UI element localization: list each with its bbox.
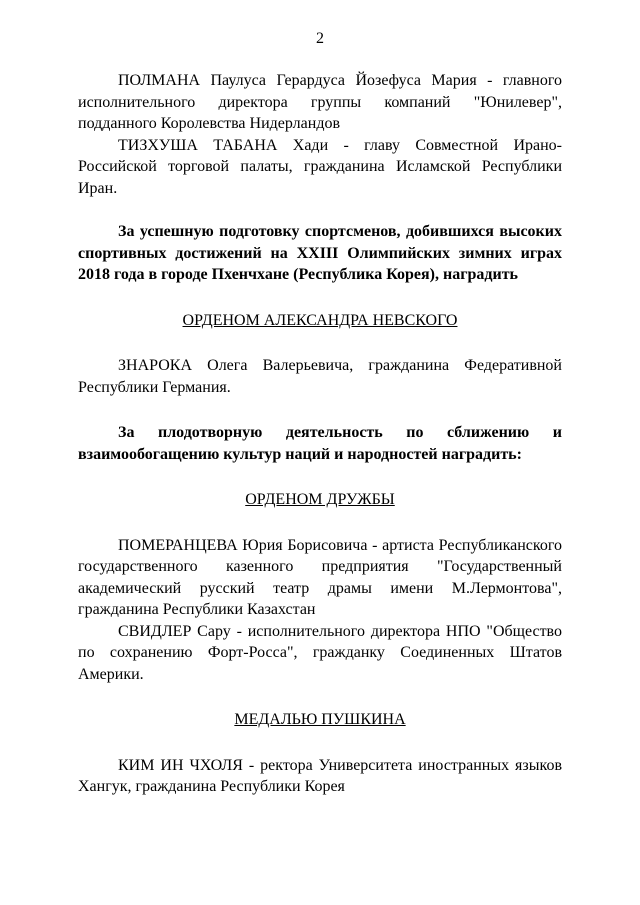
award-title-friendship: ОРДЕНОМ ДРУЖБЫ <box>245 491 395 508</box>
award-reason-friendship: За плодотворную деятельность по сближению и взаимообогащению культур наций и народностей наградить: <box>78 424 562 463</box>
award-title-pushkin-medal: МЕДАЛЬЮ ПУШКИНА <box>234 711 406 728</box>
award-recipient-znarok: ЗНАРОКА Олега Валерьевича, гражданина Федеративной Республики Германия. <box>78 357 562 396</box>
award-recipient-pomerantsev: ПОМЕРАНЦЕВА Юрия Борисовича - артиста Республиканского государственного казенного предприятия "Государственный академический русский театр драмы имени М.Лермонтова", гражданина Республики Казахстан <box>78 536 562 618</box>
award-recipient-tizkhush: ТИЗХУША ТАБАНА Хади - главу Совместной Ирано-Российской торговой палаты, гражданина Исламской Республики Иран. <box>78 136 562 197</box>
document-body <box>78 70 562 798</box>
award-title-alexander-nevsky: ОРДЕНОМ АЛЕКСАНДРА НЕВСКОГО <box>182 311 458 329</box>
award-recipient-polman: ПОЛМАНА Паулуса Герардуса Йозефуса Мария - главного исполнительного директора группы компаний "Юнилевер", подданного Королевства Нидерландов <box>78 72 562 132</box>
page-number: 2 <box>316 30 324 47</box>
award-recipient-svidler: СВИДЛЕР Сару - исполнительного директора НПО "Общество по сохранению Форт-Росса", гражданку Соединенных Штатов Америки. <box>78 622 562 683</box>
award-recipient-kim-in-chkhol: КИМ ИН ЧХОЛЯ - ректора Университета иностранных языков Хангук, гражданина Республики Корея <box>78 756 562 795</box>
award-reason-olympic: За успешную подготовку спортсменов, добившихся высоких спортивных достижений на XXIII Олимпийских зимних играх 2018 года в городе Пхенчхане (Республика Корея), наградить <box>78 223 562 283</box>
